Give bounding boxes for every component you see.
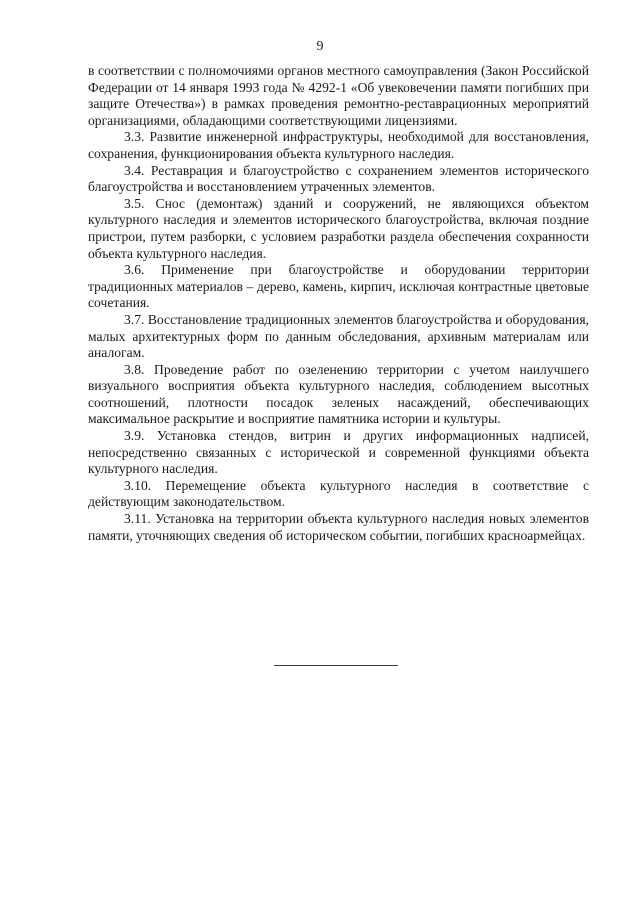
- paragraph-continuation: в соответствии с полномочиями органов местного самоуправления (Закон Российской Федерации от 14 января 1993 года № 4292-1 «Об увековечении памяти погибших при защите Отечества») в рамках проведения ремонтно-реставрационных мероприятий организациями, обладающими соответствующими лицензиями.: [88, 63, 589, 128]
- paragraph-3-8: 3.8. Проведение работ по озеленению территории с учетом наилучшего визуального восприятия объекта культурного наследия, соблюдением высотных соотношений, плотности посадок зеленых насаждений, обеспечивающих максимальное раскрытие и восприятие памятника истории и культуры.: [88, 361, 589, 427]
- paragraph-3-5: 3.5. Снос (демонтаж) зданий и сооружений, не являющихся объектом культурного наследия и элементов исторического благоустройства, включая поздние пристрои, путем разборки, с условием разработки раздела обеспечения сохранности объекта культурного наследия.: [88, 195, 589, 261]
- document-body: [88, 63, 589, 544]
- paragraph-3-7: 3.7. Восстановление традиционных элементов благоустройства и оборудования, малых архитектурных форм по данным обследования, архивным материалам или аналогам.: [88, 311, 589, 361]
- page-number: 9: [316, 39, 324, 54]
- paragraph-3-4: 3.4. Реставрация и благоустройство с сохранением элементов исторического благоустройства и восстановлением утраченных элементов.: [88, 162, 589, 195]
- end-divider: [274, 665, 398, 666]
- paragraph-3-11: 3.11. Установка на территории объекта культурного наследия новых элементов памяти, уточняющих сведения об историческом событии, погибших красноармейцах.: [88, 511, 589, 543]
- paragraph-3-3: 3.3. Развитие инженерной инфраструктуры, необходимой для восстановления, сохранения, функционирования объекта культурного наследия.: [88, 129, 589, 161]
- paragraph-3-6: 3.6. Применение при благоустройстве и оборудовании территории традиционных материалов – дерево, камень, кирпич, исключая контрастные цветовые сочетания.: [88, 262, 589, 311]
- paragraph-3-9: 3.9. Установка стендов, витрин и других информационных надписей, непосредственно связанных с исторической и современной функциями объекта культурного наследия.: [88, 428, 589, 477]
- paragraph-3-10: 3.10. Перемещение объекта культурного наследия в соответствие с действующим законодательством.: [88, 477, 589, 510]
